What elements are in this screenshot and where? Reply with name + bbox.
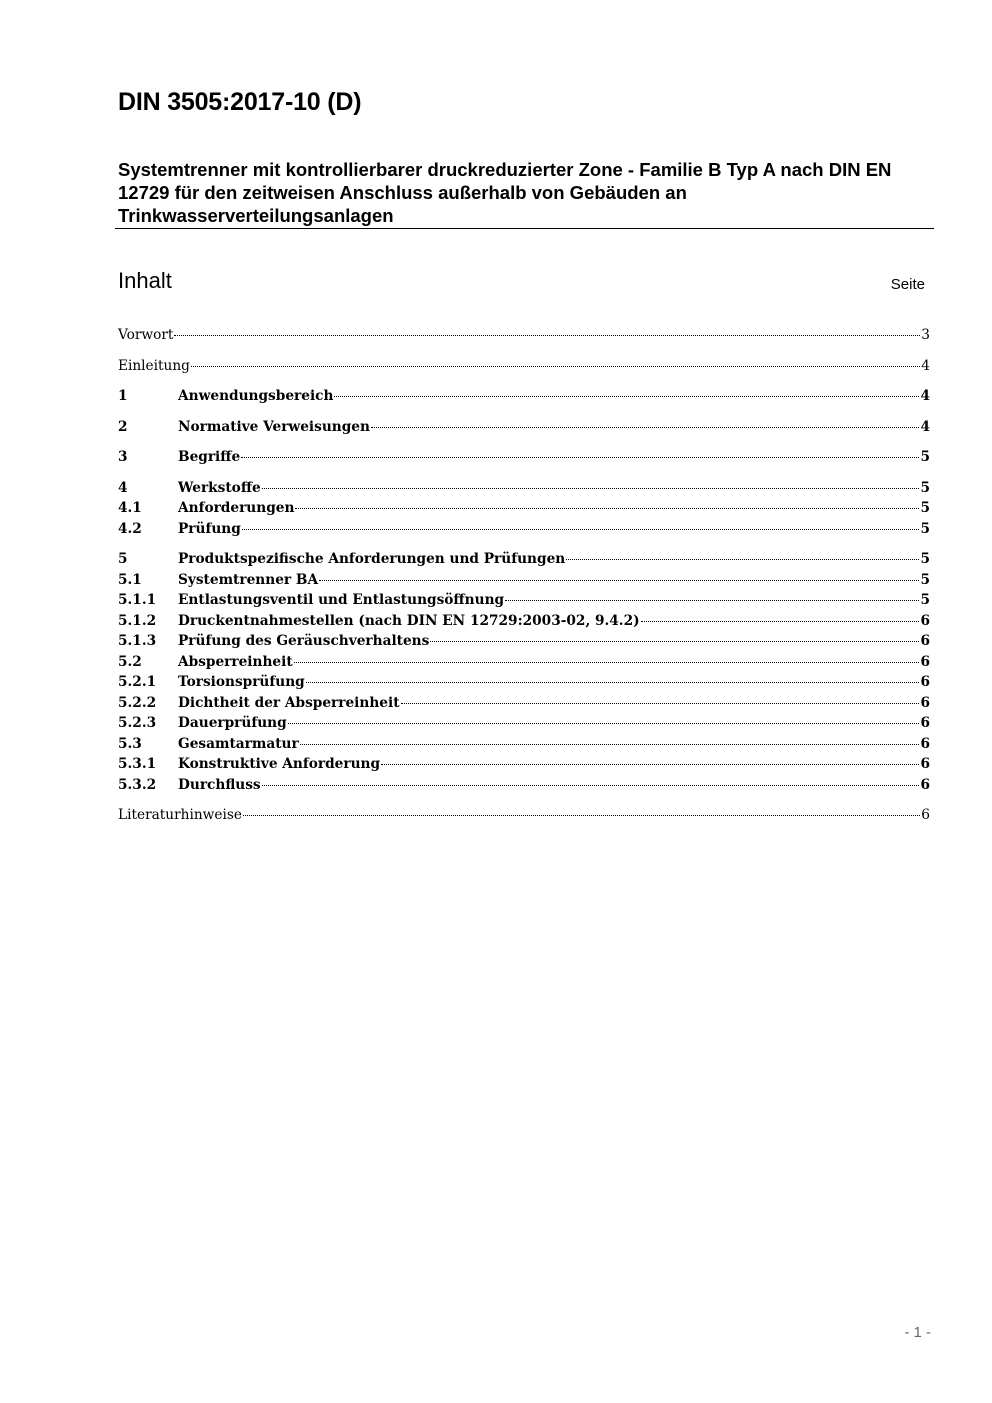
toc-page-column-header: Seite [890,276,925,293]
toc-entry-title: Systemtrenner BA [178,571,319,588]
toc-entry-page: 6 [920,735,930,752]
toc-entry-number: 2 [118,418,128,435]
toc-entry[interactable] [118,652,930,673]
toc-entry-title: Anwendungsbereich [178,388,334,404]
toc-dot-leader [262,488,920,489]
toc-entry[interactable] [118,611,930,632]
toc-entry-number: 3 [118,449,128,465]
toc-entry-page: 5 [920,449,930,465]
toc-entry-number: 5.2 [118,653,142,670]
toc-dot-leader [243,815,920,816]
toc-entry-title: Dauerprüfung [178,715,287,731]
document-id: DIN 3505:2017-10 (D) [118,88,362,116]
toc-dot-leader [381,764,919,765]
toc-entry-page: 6 [920,715,930,731]
toc-entry-number: 5.3.2 [118,776,157,793]
toc-dot-leader [401,703,920,704]
toc-entry-page: 6 [920,612,930,629]
toc-entry-title: Absperreinheit [178,653,293,670]
toc-entry[interactable] [118,775,930,796]
toc-dot-leader [295,508,919,509]
toc-entry-title: Literaturhinweise [118,807,242,823]
toc-entry[interactable] [118,478,930,499]
toc-entry-title: Normative Verweisungen [178,418,370,435]
toc-entry[interactable] [118,417,930,438]
toc-entry-number: 5.1.1 [118,592,157,608]
toc-entry-title: Prüfung [178,520,241,537]
toc-dot-leader [294,662,920,663]
toc-entry-title: Druckentnahmestellen (nach DIN EN 12729:2003-02, 9.4.2) [178,612,640,629]
toc-entry-page: 4 [921,357,930,374]
toc-entry-page: 5 [920,592,930,608]
title-divider [115,228,934,229]
toc-entry-title: Torsionsprüfung [178,674,305,690]
toc-dot-leader [300,744,920,745]
toc-dot-leader [191,366,920,367]
toc-entry-number: 5 [118,551,128,567]
toc-entry-page: 5 [920,500,930,516]
toc-dot-leader [641,621,920,622]
toc-entry-number: 5.1.3 [118,633,157,649]
toc-entry[interactable] [118,693,930,714]
toc-entry-title: Vorwort [118,327,174,343]
toc-entry-page: 5 [920,551,930,567]
toc-entry-page: 5 [920,479,930,496]
toc-entry-page: 6 [920,633,930,649]
toc-dot-leader [288,723,920,724]
toc-entry[interactable] [118,498,930,519]
toc-entry[interactable] [118,519,930,540]
toc-entry-number: 4.2 [118,520,142,537]
toc-entry-number: 5.2.3 [118,715,157,731]
toc-entry-title: Begriffe [178,449,241,465]
toc-entry-page: 6 [920,694,930,711]
toc-entry-page: 6 [920,674,930,690]
toc-entry-number: 5.1 [118,571,142,588]
toc-entry-page: 6 [920,653,930,670]
toc-entry-title: Durchfluss [178,776,261,793]
toc-entry-title: Gesamtarmatur [178,735,299,752]
toc-entry-title: Einleitung [118,357,190,374]
toc-entry-title: Prüfung des Geräuschverhaltens [178,633,430,649]
toc-entry-number: 1 [118,388,128,404]
page-number: - 1 - [904,1324,931,1341]
toc-entry-number: 5.2.2 [118,694,157,711]
toc-entry-title: Produktspezifische Anforderungen und Prüfungen [178,551,566,567]
toc-entry-number: 4.1 [118,500,142,516]
toc-entry[interactable] [118,672,930,693]
toc-entry[interactable] [118,549,930,570]
toc-entry-page: 6 [920,776,930,793]
toc-entry-number: 5.3 [118,735,142,752]
toc-dot-leader [505,600,919,601]
toc-entry-title: Entlastungsventil und Entlastungsöffnung [178,592,505,608]
toc-entry-page: 4 [920,418,930,435]
toc-entry-page: 3 [921,327,930,343]
toc-entry[interactable] [118,754,930,775]
toc-entry-number: 5.3.1 [118,756,157,772]
toc-entry-title: Anforderungen [178,500,295,516]
toc-entry[interactable] [118,325,930,346]
toc-entry-number: 5.2.1 [118,674,157,690]
toc-entry[interactable] [118,447,930,468]
toc-dot-leader [174,335,920,336]
toc-entry-number: 4 [118,479,128,496]
document-title: Systemtrenner mit kontrollierbarer druckreduzierter Zone - Familie B Typ A nach DIN EN 12729 für den zeitweisen Anschluss außerhalb von Gebäuden an Trinkwasserverteilungsanlagen [118,159,892,226]
toc-entry-number: 5.1.2 [118,612,157,629]
toc-dot-leader [371,427,920,428]
toc-dot-leader [306,682,920,683]
toc-heading: Inhalt [118,268,172,293]
toc-entry[interactable] [118,631,930,652]
toc-dot-leader [242,529,920,530]
toc-entry-title: Dichtheit der Absperreinheit [178,694,400,711]
toc-entry[interactable] [118,805,930,826]
toc-entry-page: 5 [920,571,930,588]
toc-dot-leader [566,559,919,560]
toc-entry[interactable] [118,386,930,407]
toc-entry[interactable] [118,590,930,611]
toc-dot-leader [334,396,919,397]
toc-entry-page: 6 [921,807,930,823]
toc-entry-page: 5 [920,520,930,537]
toc-entry[interactable] [118,570,930,591]
toc-dot-leader [319,580,919,581]
toc-entry[interactable] [118,734,930,755]
toc-entry-page: 4 [920,388,930,404]
toc-dot-leader [241,457,919,458]
toc-entry[interactable] [118,713,930,734]
toc-entry-title: Konstruktive Anforderung [178,756,381,772]
toc-entry[interactable] [118,356,930,377]
toc-entry-page: 6 [920,756,930,772]
toc-entry-title: Werkstoffe [178,479,261,496]
toc-dot-leader [262,785,920,786]
table-of-contents [118,325,930,826]
toc-dot-leader [430,641,919,642]
